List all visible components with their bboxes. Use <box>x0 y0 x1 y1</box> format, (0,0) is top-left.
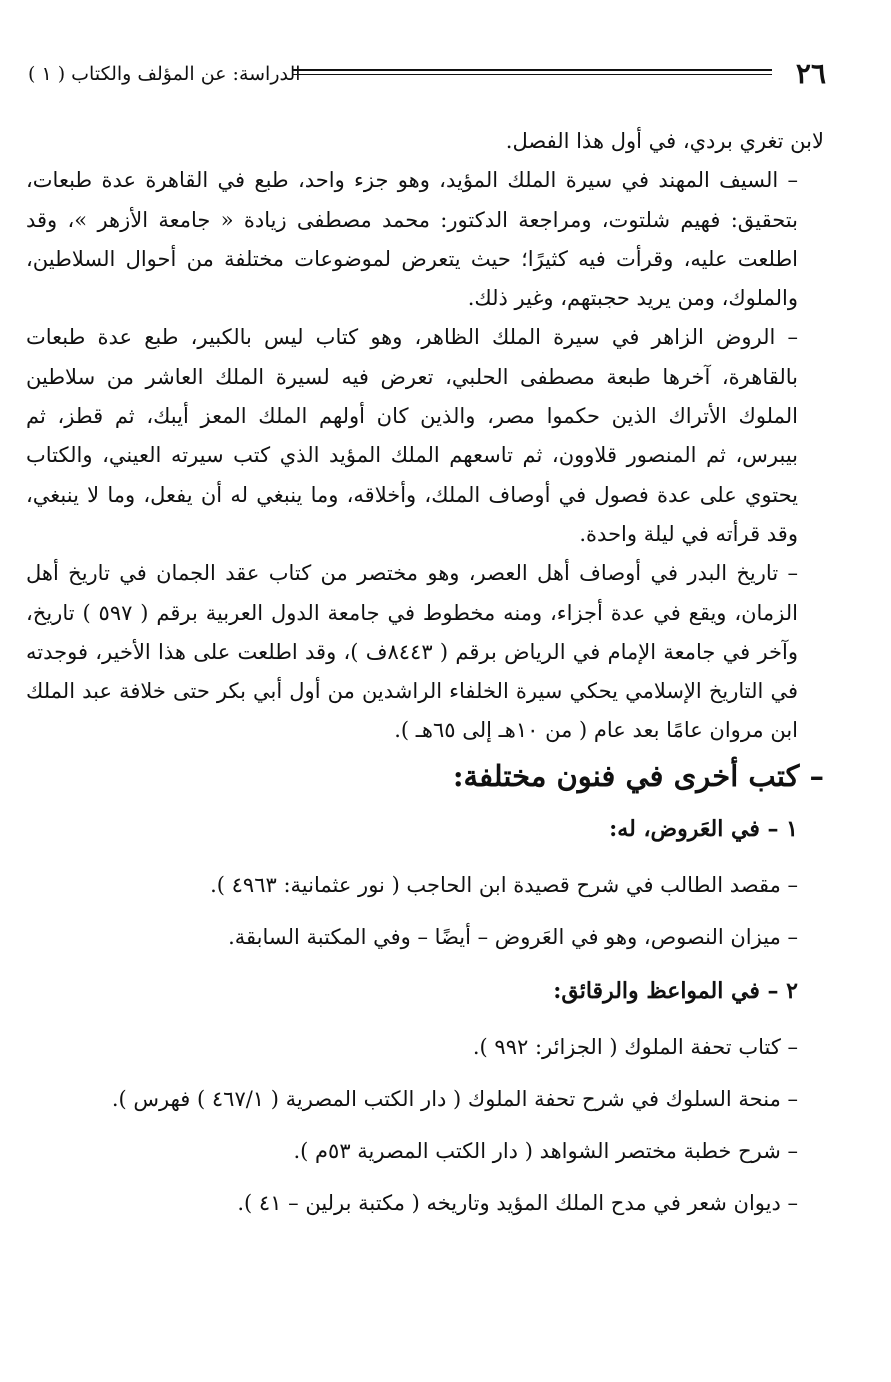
list-item: – شرح خطبة مختصر الشواهد ( دار الكتب المصرية ٥٣م ). <box>293 1138 798 1163</box>
paragraph-continuation: لابن تغري بردي، في أول هذا الفصل. <box>505 129 824 153</box>
page-number: ٢٦ <box>795 57 826 90</box>
running-title: الدراسة: عن المؤلف والكتاب ( ١ ) <box>28 63 301 85</box>
header-rule <box>293 69 772 75</box>
list-item: – ديوان شعر في مدح الملك المؤيد وتاريخه ( مكتبة برلين – ٤١ ). <box>237 1190 798 1215</box>
section-heading: – كتب أخرى في فنون مختلفة: <box>452 758 824 793</box>
subheading-sermons: ٢ – في المواعظ والرقائق: <box>553 977 798 1004</box>
list-item: – منحة السلوك في شرح تحفة الملوك ( دار الكتب المصرية ( ٤٦٧/١ ) فهرس ). <box>111 1086 798 1111</box>
subheading-prosody: ١ – في العَروض، له: <box>609 815 798 842</box>
paragraph-al-rawd-al-zahir: – الروض الزاهر في سيرة الملك الظاهر، وهو كتاب ليس بالكبير، طبع عدة طبعات بالقاهرة، آخرها طبعة مصطفى الحلبي، تعرض فيه لسيرة الملك العاشر من سلاطين الملوك الأتراك الذين حكموا مصر، والذين كان أولهم الملك المعز أيبك، ثم قطز، ثم بيبرس، ثم المنصور قلاوون، ثم تاسعهم الملك المؤيد الذي كتب سيرته العيني، والكتاب يحتوي على عدة فصول في أوصاف الملك، وأخلاقه، وما ينبغي له أن يفعل، وما لا ينبغي، وقد قرأته في ليلة واحدة. <box>26 325 798 546</box>
list-item: – ميزان النصوص، وهو في العَروض – أيضًا – وفي المكتبة السابقة. <box>228 924 798 949</box>
list-item: – كتاب تحفة الملوك ( الجزائر: ٩٩٢ ). <box>472 1034 798 1059</box>
paragraph-tarikh-al-badr: – تاريخ البدر في أوصاف أهل العصر، وهو مختصر من كتاب عقد الجمان في تاريخ أهل الزمان، ويقع في عدة أجزاء، ومنه مخطوط في جامعة الدول العربية برقم ( ٥٩٧ ) تاريخ، وآخر في جامعة الإمام في الرياض برقم ( ٨٤٤٣ف )، وقد اطلعت على هذا الأخير، فوجدته في التاريخ الإسلامي يحكي سيرة الخلفاء الراشدين من أول أبي بكر حتى خلافة عبد الملك ابن مروان عامًا بعد عام ( من ١٠هـ إلى ٦٥هـ ). <box>26 561 798 743</box>
page-body <box>26 122 824 1229</box>
paragraph-al-sayf-al-muhannad: – السيف المهند في سيرة الملك المؤيد، وهو جزء واحد، طبع في القاهرة عدة طبعات، بتحقيق: فهيم شلتوت، ومراجعة الدكتور: محمد مصطفى زيادة « جامعة الأزهر »، وقد اطلعت عليه، وقرأت فيه كثيرًا؛ حيث يتعرض لموضوعات مختلفة من أحوال السلاطين، والملوك، ومن يريد حجبتهم، وغير ذلك. <box>26 168 798 311</box>
list-item: – مقصد الطالب في شرح قصيدة ابن الحاجب ( نور عثمانية: ٤٩٦٣ ). <box>210 872 798 897</box>
page-header <box>28 56 826 92</box>
